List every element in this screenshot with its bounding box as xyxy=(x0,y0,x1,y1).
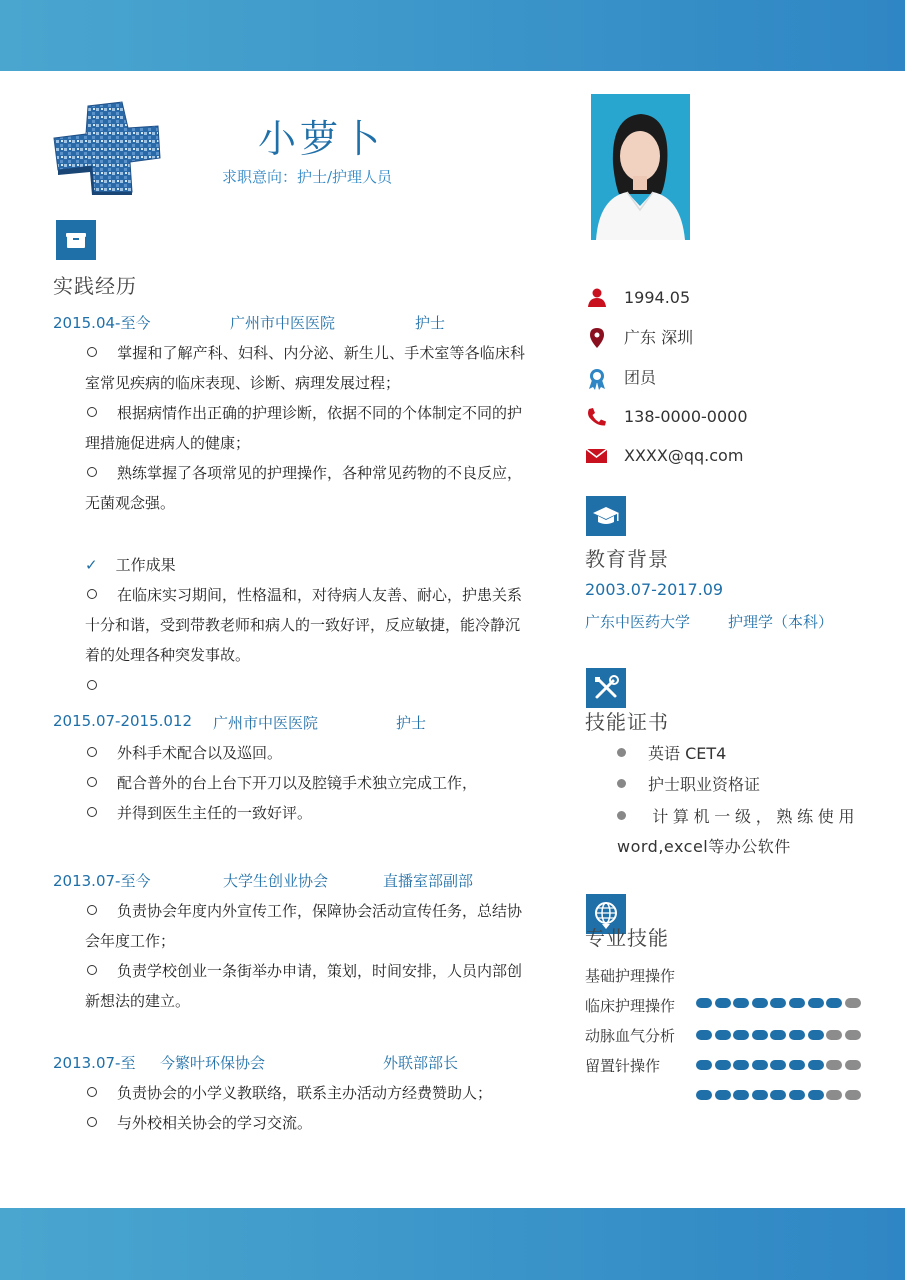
graduation-cap-icon xyxy=(586,496,626,536)
entry1-period: 2015.04-至今 xyxy=(53,314,151,332)
skill-bar-segment xyxy=(770,1060,786,1070)
skill-bar-segment xyxy=(826,1030,842,1040)
entry4-bullet2: 与外校相关协会的学习交流。 xyxy=(85,1108,525,1138)
skill-bar-segment xyxy=(696,1060,712,1070)
skill-bar-segment xyxy=(715,998,731,1008)
bullet-dot xyxy=(617,811,626,820)
skill-bar-segment xyxy=(752,998,768,1008)
skill-bar-1 xyxy=(696,998,861,1008)
achievement-text: 在临床实习期间，性格温和，对待病人友善、耐心，护患关系十分和谐，受到带教老师和病人的一致好评，反应敏捷，能冷静沉着的处理各种突发事故。 xyxy=(85,586,523,664)
skill-label-4: 留置针操作 xyxy=(585,1057,661,1075)
skill-bar-segment xyxy=(789,998,805,1008)
entry2-period: 2015.07-2015.012 xyxy=(53,712,193,730)
skill-bar-segment xyxy=(715,1090,731,1100)
skill-bar-3 xyxy=(696,1060,861,1070)
skill-bar-segment xyxy=(789,1030,805,1040)
skill-label-1: 基础护理操作 xyxy=(585,967,676,985)
phone-icon xyxy=(586,407,608,427)
skill-bar-segment xyxy=(715,1030,731,1040)
skill-bar-segment xyxy=(789,1060,805,1070)
skill-bar-segment xyxy=(845,1060,861,1070)
skills-section-title: 专业技能 xyxy=(585,926,669,950)
certificates-section-icon xyxy=(586,668,626,708)
bullet-circle xyxy=(87,747,97,757)
entry4-role: 外联部部长 xyxy=(383,1054,459,1072)
bullet-circle xyxy=(87,1117,97,1127)
skill-bar-segment xyxy=(826,1090,842,1100)
skill-bar-segment xyxy=(770,998,786,1008)
skill-label-2: 临床护理操作 xyxy=(585,997,676,1015)
envelope-icon xyxy=(586,446,608,466)
entry1-bullet3: 熟练掌握了各项常见的护理操作，各种常见药物的不良反应，无菌观念强。 xyxy=(85,464,523,512)
bullet-circle xyxy=(87,407,97,417)
entry2-bullet1: 外科手术配合以及巡回。 xyxy=(85,738,525,768)
entry4-bullet1: 负责协会的小学义教联络，联系主办活动方经费赞助人； xyxy=(85,1078,525,1108)
skill-bar-segment xyxy=(808,1090,824,1100)
skill-bar-segment xyxy=(715,1060,731,1070)
entry2-bullet3: 并得到医生主任的一致好评。 xyxy=(85,798,525,828)
bullet-dot xyxy=(617,748,626,757)
entry1-org: 广州市中医医院 xyxy=(230,314,336,332)
bullet-circle xyxy=(87,467,97,477)
entry1-bullet1: 掌握和了解产科、妇科、内分泌、新生儿、手术室等各临床科室常见疾病的临床表现、诊断、病理发展过程； xyxy=(85,344,525,392)
entry3-role: 直播室部副部 xyxy=(383,872,474,890)
entry2-org: 广州市中医医院 xyxy=(213,714,319,732)
bullet-circle xyxy=(87,905,97,915)
skill-bar-segment xyxy=(696,1090,712,1100)
skill-bar-segment xyxy=(789,1090,805,1100)
certificate-item-3: 计算机一级，熟练使用word,excel等办公软件 xyxy=(617,807,855,856)
certificate-item-2: 护士职业资格证 xyxy=(617,772,760,795)
entry3-bullet1: 负责协会年度内外宣传工作，保障协会活动宣传任务，总结协会年度工作； xyxy=(85,902,523,950)
bullet-dot xyxy=(617,779,626,788)
skill-bar-segment xyxy=(752,1090,768,1100)
email-text: XXXX@qq.com xyxy=(624,446,744,465)
location-text: 广东 深圳 xyxy=(624,328,694,347)
skill-bar-segment xyxy=(826,998,842,1008)
profile-photo xyxy=(591,94,690,240)
education-school: 广东中医药大学 xyxy=(585,613,691,631)
skill-bar-2 xyxy=(696,1030,861,1040)
skill-bar-segment xyxy=(770,1090,786,1100)
entry3-org: 大学生创业协会 xyxy=(223,872,329,890)
briefcase-icon xyxy=(56,220,96,260)
entry3-period: 2013.07-至今 xyxy=(53,872,151,890)
skill-bar-segment xyxy=(696,1030,712,1040)
skill-bar-segment xyxy=(733,1030,749,1040)
skill-bar-segment xyxy=(733,1060,749,1070)
practice-section-icon xyxy=(56,220,96,260)
entry1-bullet2: 根据病情作出正确的护理诊断，依据不同的个体制定不同的护理措施促进病人的健康； xyxy=(85,404,523,452)
bullet-circle xyxy=(87,347,97,357)
empty-bullet xyxy=(85,671,525,701)
person-icon xyxy=(586,288,608,308)
education-section-icon xyxy=(586,496,626,536)
skill-bar-segment xyxy=(770,1030,786,1040)
bullet-circle xyxy=(87,807,97,817)
practice-section-title: 实践经历 xyxy=(53,274,137,298)
achievement-heading: ✓ 工作成果 xyxy=(85,556,176,574)
education-period: 2003.07-2017.09 xyxy=(585,580,724,599)
entry4-period: 2013.07-至 xyxy=(53,1054,136,1072)
bullet-circle xyxy=(87,777,97,787)
bullet-circle xyxy=(87,1087,97,1097)
birth-text: 1994.05 xyxy=(624,288,691,307)
map-pin-icon xyxy=(586,328,608,348)
entry2-role: 护士 xyxy=(396,714,427,732)
skill-bar-segment xyxy=(752,1060,768,1070)
certificate-item-1: 英语 CET4 xyxy=(617,741,726,764)
skill-bar-segment xyxy=(826,1060,842,1070)
entry4-org: 今繁叶环保协会 xyxy=(160,1054,266,1072)
entry2-bullet2: 配合普外的台上台下开刀以及腔镜手术独立完成工作， xyxy=(85,768,525,798)
certificates-section-title: 技能证书 xyxy=(585,710,669,734)
entry1-role: 护士 xyxy=(415,314,446,332)
skill-bar-segment xyxy=(845,998,861,1008)
skill-bar-segment xyxy=(733,1090,749,1100)
skill-bar-segment xyxy=(752,1030,768,1040)
ribbon-icon xyxy=(586,368,608,390)
bottom-banner xyxy=(0,1208,905,1280)
candidate-name: 小萝卜 xyxy=(258,117,385,161)
skill-bar-segment xyxy=(808,1060,824,1070)
skill-bar-segment xyxy=(845,1030,861,1040)
skill-bar-segment xyxy=(808,1030,824,1040)
skill-bar-4 xyxy=(696,1090,861,1100)
top-banner xyxy=(0,0,905,71)
checkmark-icon: ✓ xyxy=(85,556,98,574)
skill-bar-segment xyxy=(696,998,712,1008)
medical-cross-logo xyxy=(48,100,166,195)
education-section-title: 教育背景 xyxy=(585,547,669,571)
bullet-circle xyxy=(87,965,97,975)
education-major: 护理学（本科） xyxy=(728,613,834,631)
job-intent: 求职意向：护士/护理人员 xyxy=(222,168,393,186)
skill-bar-segment xyxy=(808,998,824,1008)
skill-bar-segment xyxy=(845,1090,861,1100)
entry3-bullet2: 负责学校创业一条街举办申请，策划，时间安排，人员内部创新想法的建立。 xyxy=(85,962,523,1010)
phone-text: 138-0000-0000 xyxy=(624,407,748,426)
tools-icon xyxy=(586,668,626,708)
politics-text: 团员 xyxy=(624,368,657,387)
skill-label-3: 动脉血气分析 xyxy=(585,1027,676,1045)
bullet-circle xyxy=(87,589,97,599)
bullet-circle xyxy=(87,680,97,690)
skill-bar-segment xyxy=(733,998,749,1008)
